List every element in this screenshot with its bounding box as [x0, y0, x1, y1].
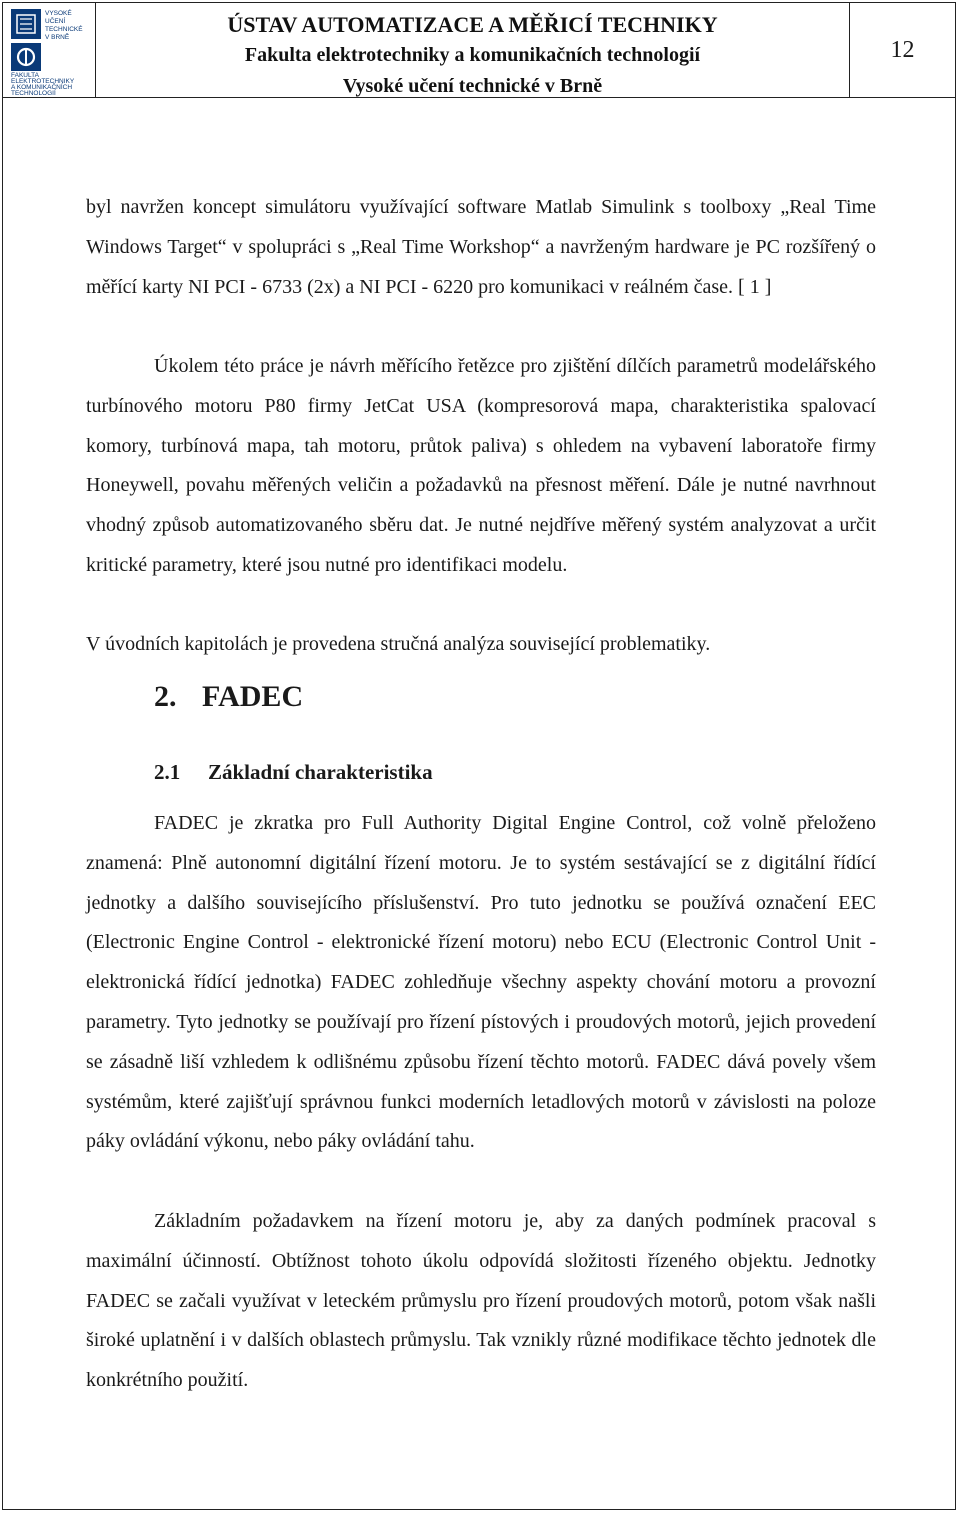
paragraph-2: Úkolem této práce je návrh měřícího řetězce pro zjištění dílčích parametrů modelářského turbínového motoru P80 firmy JetCat USA (kompresorová mapa, charakteristika spalovací komory, turbínová mapa, tah motoru, průtok paliva) s ohledem na vybavení laboratoře firmy Honeywell, povahu měřených veličin a požadavků na přesnost měření. Dále je nutné navrhnout vhodný způsob automatizovaného sběru dat. Je nutné nejdříve měřený systém analyzovat a určit kritické parametry, které jsou nutné pro identifikaci modelu. — [86, 355, 876, 576]
paragraph-2-block — [86, 347, 876, 586]
page-number: 12 — [849, 3, 955, 97]
paragraph-1: byl navržen koncept simulátoru využívající software Matlab Simulink s toolboxy „Real Time Windows Target“ v spolupráci s „Real Time Workshop“ a navrženým hardware je PC rozšířený o měřící karty NI PCI - 6733 (2x) a NI PCI - 6220 pro komunikaci v reálném čase. [ 1 ] — [86, 196, 876, 298]
logo-text-top-1: UČENÍ — [45, 18, 66, 25]
logo-cell — [3, 3, 96, 97]
logo-text-top-3: V BRNĚ — [45, 34, 70, 41]
paragraph-3: V úvodních kapitolách je provedena stručná analýza související problematiky. — [86, 633, 711, 655]
section-number: 2.1 — [154, 760, 181, 784]
chapter-title: FADEC — [202, 680, 304, 713]
logo-text-bottom-1: ELEKTROTECHNIKY — [11, 78, 75, 85]
logo-text-bottom-0: FAKULTA — [11, 72, 39, 79]
university-title: Vysoké učení technické v Brně — [342, 75, 603, 97]
institute-title: ÚSTAV AUTOMATIZACE A MĚŘICÍ TECHNIKY — [227, 12, 718, 37]
section-title: Základní charakteristika — [208, 760, 433, 784]
section-heading — [154, 760, 433, 785]
university-logo — [9, 7, 91, 97]
logo-text-top-2: TECHNICKÉ — [45, 26, 83, 33]
logo-text-bottom-2: A KOMUNIKAČNÍCH — [11, 84, 73, 91]
paragraph-5: Základním požadavkem na řízení motoru je, aby za daných podmínek pracoval s maximální účinností. Obtížnost tohoto úkolu odpovídá složitosti řízeného objektu. Jednotky FADEC se začali využívat v leteckém průmyslu pro řízení proudových motorů, potom však našli široké uplatnění i v dalších oblastech průmyslu. Tak vznikly různé modifikace těchto jednotek dle konkrétního použití. — [86, 1210, 876, 1392]
paragraph-5-block — [86, 1202, 876, 1401]
paragraph-3-block — [86, 625, 876, 665]
chapter-heading — [154, 680, 303, 714]
paragraph-1-block — [86, 188, 876, 307]
chapter-number: 2. — [154, 680, 177, 713]
logo-text-bottom-3: TECHNOLOGIÍ — [11, 90, 56, 97]
page-header — [3, 3, 955, 98]
paragraph-4-block — [86, 804, 876, 1162]
logo-text-top-0: VYSOKÉ — [45, 10, 72, 17]
paragraph-4: FADEC je zkratka pro Full Authority Digital Engine Control, což volně přeloženo znamená: Plně autonomní digitální řízení motoru. Je to systém sestávající se z digitální řídící jednotky a dalšího souvisejícího příslušenství. Pro tuto jednotku se používá označení EEC (Electronic Engine Control - elektronické řízení motoru) nebo ECU (Electronic Control Unit - elektronická řídící jednotka) FADEC zohledňuje všechny aspekty chování motoru a provozní parametry. Tyto jednotky se používají pro řízení pístových i proudových motorů, jejich provedení se zásadně liší vzhledem k odlišnému způsobu řízení těchto motorů. FADEC dává povely všem systémům, které zajišťují správnou funkci moderních letadlových motorů v závislosti na poloze páky ovládání výkonu, nebo páky ovládání tahu. — [86, 812, 876, 1153]
faculty-title: Fakulta elektrotechniky a komunikačních technologií — [244, 44, 701, 66]
header-titles — [95, 10, 850, 101]
